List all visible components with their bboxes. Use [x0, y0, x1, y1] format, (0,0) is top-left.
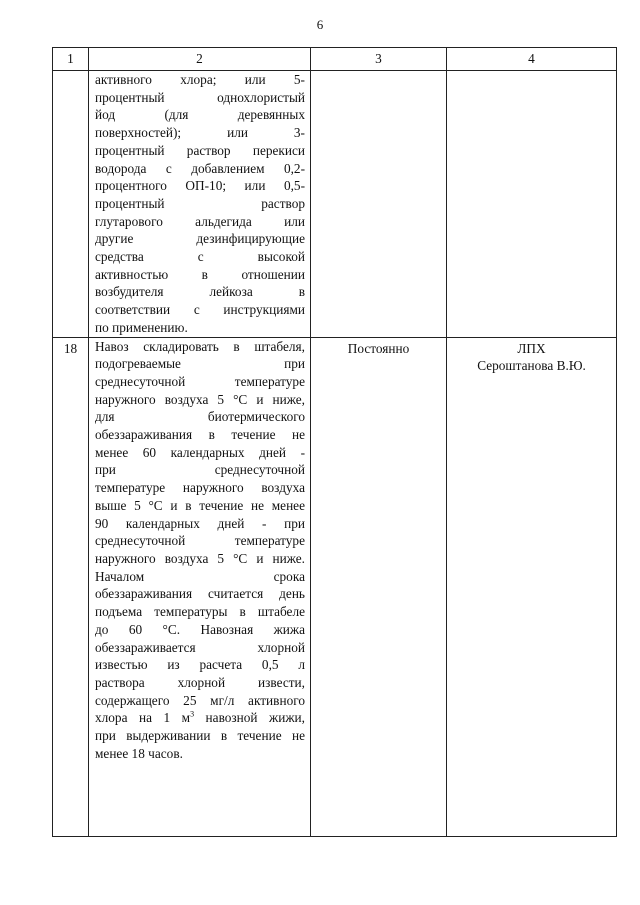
- responsible-cell: [447, 337, 617, 836]
- text-line: водорода с добавлением 0,2-: [95, 160, 305, 176]
- text-line: активностью в отношении: [95, 266, 305, 282]
- header-cell-4: 4: [447, 48, 617, 71]
- table-row-18: [53, 337, 617, 836]
- text-line: возбудителя лейкоза в: [95, 284, 305, 300]
- deadline-cell: [311, 337, 447, 836]
- deadline-cell: [311, 71, 447, 338]
- responsible-person: Сероштанова В.Ю.: [477, 358, 586, 374]
- text-line: 90 календарных дней - при: [95, 515, 305, 531]
- header-cell-3: 3: [311, 48, 447, 71]
- text-line: для биотермического: [95, 409, 305, 425]
- text-line: процентного ОП-10; или 0,5-: [95, 178, 305, 194]
- deadline-text: Постоянно: [347, 340, 410, 356]
- text-line: раствора хлорной извести,: [95, 674, 305, 690]
- text-line: процентный раствор: [95, 195, 305, 211]
- text-line: Навоз складировать в штабеля,: [95, 338, 305, 354]
- text-line: по применению.: [95, 319, 188, 335]
- text-line: активного хлора; или 5-: [95, 72, 305, 87]
- text-line: обеззараживается хлорной: [95, 639, 305, 655]
- page-number: 6: [316, 17, 324, 32]
- table-row-continuation: [53, 71, 617, 338]
- superscript-exponent: 3: [190, 709, 195, 719]
- text-fragment: хлора на 1 м: [95, 710, 191, 726]
- text-line: Началом срока: [95, 568, 305, 584]
- text-line: йод (для деревянных: [95, 107, 305, 123]
- text-line: процентный однохлористый: [95, 89, 305, 105]
- text-line: выше 5 °С и в течение не менее: [95, 497, 305, 513]
- text-line: температуре наружного воздуха: [95, 480, 305, 496]
- row-number-cell: 18: [53, 337, 89, 836]
- header-cell-2: 2: [89, 48, 311, 71]
- text-line: подъема температуры в штабеле: [95, 604, 305, 620]
- header-cell-1: 1: [53, 48, 89, 71]
- text-line: менее 18 часов.: [95, 745, 183, 761]
- text-line: соответствии с инструкциями: [95, 302, 305, 318]
- text-line: среднесуточной температуре: [95, 373, 305, 389]
- measure-text-cell: [89, 71, 311, 338]
- text-line: менее 60 календарных дней -: [95, 444, 305, 460]
- text-line: содержащего 25 мг/л активного: [95, 692, 305, 708]
- text-line: [95, 709, 305, 727]
- measure-text-cell: [89, 337, 311, 836]
- responsible-cell: [447, 71, 617, 338]
- row-number-cell: [53, 71, 89, 338]
- text-line: другие дезинфицирующие: [95, 231, 305, 247]
- text-line: поверхностей); или 3-: [95, 125, 305, 141]
- text-line: средства с высокой: [95, 249, 305, 265]
- plan-table: [52, 47, 617, 837]
- text-line: процентный раствор перекиси: [95, 142, 305, 158]
- text-line: обеззараживания считается день: [95, 586, 305, 602]
- text-line: до 60 °С. Навозная жижа: [95, 621, 305, 637]
- responsible-org: ЛПХ: [517, 340, 546, 356]
- text-line: наружного воздуха 5 °С и ниже.: [95, 550, 305, 566]
- text-fragment: навозной жижи,: [194, 710, 305, 726]
- text-line: подогреваемые при: [95, 356, 305, 372]
- table-header-row: [53, 48, 617, 71]
- text-line: обеззараживания в течение не: [95, 427, 305, 443]
- text-line: при среднесуточной: [95, 462, 305, 478]
- text-line: при выдерживании в течение не: [95, 728, 305, 744]
- text-line: среднесуточной температуре: [95, 533, 305, 549]
- text-line: наружного воздуха 5 °С и ниже,: [95, 391, 305, 407]
- text-line: глутарового альдегида или: [95, 213, 305, 229]
- text-line: известью из расчета 0,5 л: [95, 657, 305, 673]
